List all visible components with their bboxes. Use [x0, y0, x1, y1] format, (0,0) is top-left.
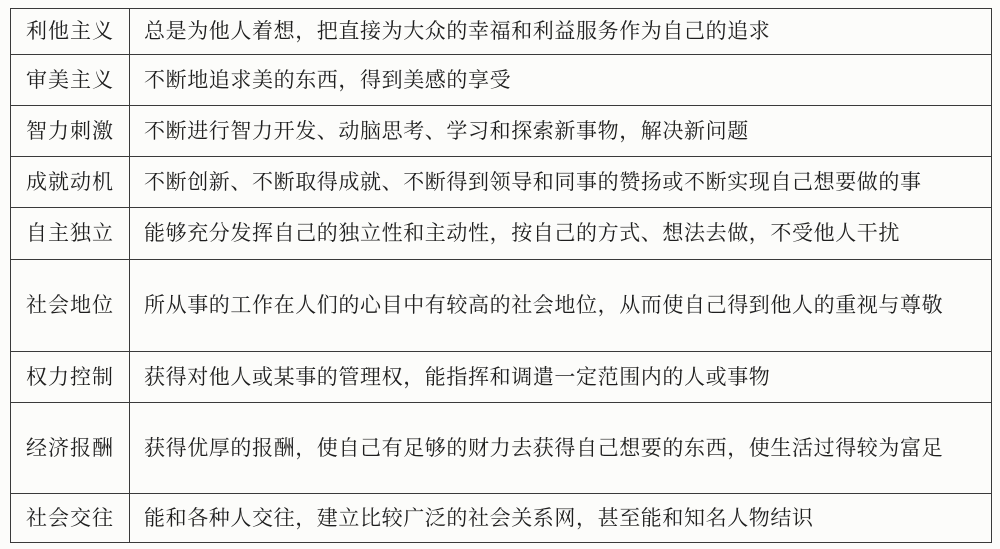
table-row: [11, 157, 992, 208]
value-description: 所从事的工作在人们的心目中有较高的社会地位，从而使自己得到他人的重视与尊敬: [130, 260, 992, 352]
value-term: 社会交往: [11, 494, 130, 543]
value-term: 社会地位: [11, 260, 130, 352]
table-row: [11, 208, 992, 260]
value-term: 审美主义: [11, 55, 130, 106]
value-description: 不断地追求美的东西，得到美感的享受: [130, 55, 992, 106]
table-row: [11, 260, 992, 352]
value-description: 不断创新、不断取得成就、不断得到领导和同事的赞扬或不断实现自己想要做的事: [130, 157, 992, 208]
value-description: 能和各种人交往，建立比较广泛的社会关系网，甚至能和知名人物结识: [130, 494, 992, 543]
value-description: 不断进行智力开发、动脑思考、学习和探索新事物，解决新问题: [130, 106, 992, 157]
value-term: 利他主义: [11, 9, 130, 55]
value-description: 总是为他人着想，把直接为大众的幸福和利益服务作为自己的追求: [130, 9, 992, 55]
table-row: [11, 352, 992, 403]
value-term: 权力控制: [11, 352, 130, 403]
value-description: 获得对他人或某事的管理权，能指挥和调遣一定范围内的人或事物: [130, 352, 992, 403]
value-term: 成就动机: [11, 157, 130, 208]
table-row: [11, 403, 992, 494]
value-description: 能够充分发挥自己的独立性和主动性，按自己的方式、想法去做，不受他人干扰: [130, 208, 992, 260]
work-values-table: [10, 8, 992, 543]
value-term: 经济报酬: [11, 403, 130, 494]
table-row: [11, 494, 992, 543]
value-term: 自主独立: [11, 208, 130, 260]
table-row: [11, 9, 992, 55]
table-row: [11, 55, 992, 106]
value-term: 智力刺激: [11, 106, 130, 157]
table-row: [11, 106, 992, 157]
value-description: 获得优厚的报酬，使自己有足够的财力去获得自己想要的东西，使生活过得较为富足: [130, 403, 992, 494]
